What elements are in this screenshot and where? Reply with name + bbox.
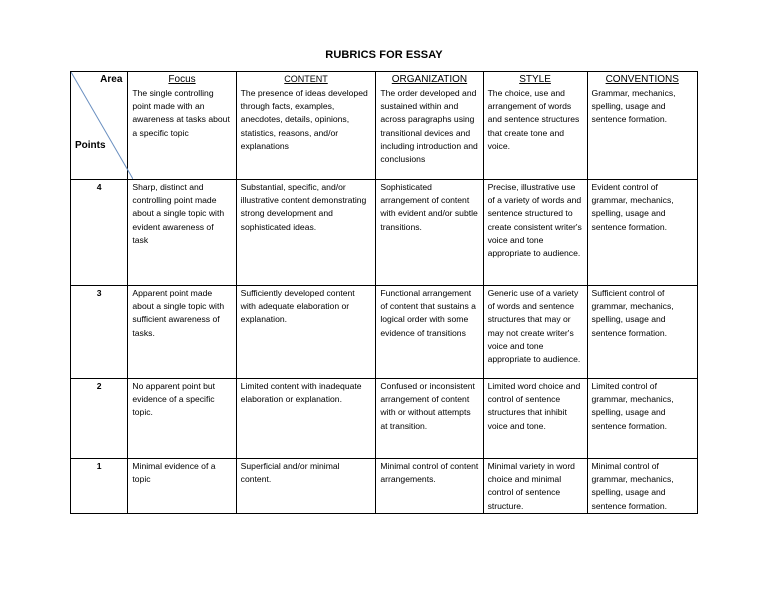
content-cell: Substantial, specific, and/or illustrative content demonstrating strong development and sophisticated ideas.: [236, 180, 376, 286]
header-focus-title: Focus: [168, 74, 196, 85]
table-row: [71, 180, 698, 286]
header-content-description: The presence of ideas developed through facts, examples, anecdotes, details, opinions, statistics, reasons, and/or explanations: [240, 88, 368, 151]
conventions-cell: Limited control of grammar, mechanics, spelling, usage and sentence formation.: [587, 379, 697, 459]
header-focus: [128, 72, 236, 180]
header-style-title: STYLE: [519, 74, 551, 85]
header-style-description: The choice, use and arrangement of words and sentence structures that create tone and voice.: [487, 88, 580, 151]
focus-cell: Apparent point made about a single topic with sufficient awareness of tasks.: [128, 286, 236, 379]
header-content-title: CONTENT: [284, 74, 328, 84]
focus-cell: Minimal evidence of a topic: [128, 459, 236, 514]
area-label: Area: [100, 74, 123, 85]
content-cell: Superficial and/or minimal content.: [236, 459, 376, 514]
points-cell: 4: [71, 180, 128, 286]
points-cell: 3: [71, 286, 128, 379]
rubric-table: [70, 71, 698, 514]
organization-cell: Functional arrangement of content that sustains a logical order with some evidence of transitions: [376, 286, 483, 379]
header-organization: [376, 72, 483, 180]
conventions-cell: Evident control of grammar, mechanics, spelling, usage and sentence formation.: [587, 180, 697, 286]
corner-cell: [71, 72, 128, 180]
points-cell: 2: [71, 379, 128, 459]
style-cell: Minimal variety in word choice and minimal control of sentence structure.: [483, 459, 587, 514]
diagonal-divider: [71, 72, 133, 179]
style-cell: Generic use of a variety of words and sentence structures that may or may not create writer's voice and tone appropriate to audience.: [483, 286, 587, 379]
points-cell: 1: [71, 459, 128, 514]
organization-cell: Sophisticated arrangement of content with evident and/or subtle transitions.: [376, 180, 483, 286]
header-style: [483, 72, 587, 180]
conventions-cell: Sufficient control of grammar, mechanics, spelling, usage and sentence formation.: [587, 286, 697, 379]
content-cell: Limited content with inadequate elaboration or explanation.: [236, 379, 376, 459]
page-title: RUBRICS FOR ESSAY: [325, 49, 443, 61]
header-conventions-description: Grammar, mechanics, spelling, usage and sentence formation.: [591, 88, 676, 125]
header-conventions: [587, 72, 697, 180]
style-cell: Limited word choice and control of sentence structures that inhibit voice and tone.: [483, 379, 587, 459]
points-label: Points: [75, 140, 106, 151]
content-cell: Sufficiently developed content with adequate elaboration or explanation.: [236, 286, 376, 379]
header-conventions-title: CONVENTIONS: [605, 74, 679, 85]
organization-cell: Minimal control of content arrangements.: [376, 459, 483, 514]
table-row: [71, 459, 698, 514]
focus-cell: Sharp, distinct and controlling point made about a single topic with evident awareness of task: [128, 180, 236, 286]
table-row: [71, 286, 698, 379]
header-organization-title: ORGANIZATION: [391, 74, 468, 85]
style-cell: Precise, illustrative use of a variety of words and sentence structured to create consistent writer's voice and tone appropriate to audience.: [483, 180, 587, 286]
conventions-cell: Minimal control of grammar, mechanics, spelling, usage and sentence formation.: [587, 459, 697, 514]
header-organization-description: The order developed and sustained within and across paragraphs using transitional devices and including introduction and conclusions: [380, 88, 478, 165]
focus-cell: No apparent point but evidence of a specific topic.: [128, 379, 236, 459]
header-content: [236, 72, 376, 180]
header-focus-description: The single controlling point made with an awareness at tasks about a specific topic: [132, 88, 230, 138]
table-row: [71, 379, 698, 459]
organization-cell: Confused or inconsistent arrangement of content with or without attempts at transition.: [376, 379, 483, 459]
header-row: [71, 72, 698, 180]
